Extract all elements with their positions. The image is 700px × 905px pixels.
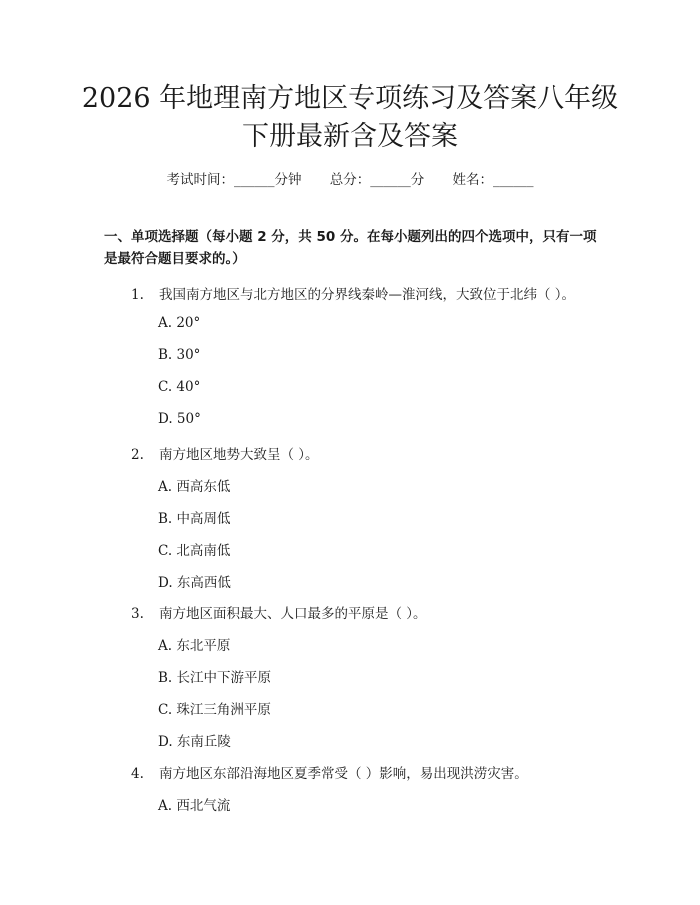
question-4 <box>131 762 528 782</box>
question-number: 4. <box>131 766 144 782</box>
question-1 <box>131 283 575 303</box>
option-c: C. 北高南低 <box>158 543 231 559</box>
option-a: A. 西高东低 <box>158 479 231 495</box>
student-name: 姓名：______ <box>452 172 534 188</box>
option-b: B. 长江中下游平原 <box>158 670 272 686</box>
question-text: 我国南方地区与北方地区的分界线秦岭—淮河线，大致位于北纬（ ）。 <box>159 287 576 303</box>
total-score: 总分：______分 <box>329 172 425 188</box>
question-text: 南方地区东部沿海地区夏季常受（ ）影响，易出现洪涝灾害。 <box>159 766 528 782</box>
option-c: C. 40° <box>158 379 201 395</box>
option-d: D. 50° <box>158 411 201 427</box>
exam-info <box>0 168 700 188</box>
question-number: 3. <box>131 606 144 622</box>
option-a: A. 西北气流 <box>158 798 231 814</box>
option-d: D. 东南丘陵 <box>158 734 231 750</box>
option-b: B. 30° <box>158 347 201 363</box>
question-3 <box>131 602 427 622</box>
option-a: A. 20° <box>158 315 201 331</box>
option-c: C. 珠江三角洲平原 <box>158 702 271 718</box>
title-line-1: 2026 年地理南方地区专项练习及答案八年级 <box>81 83 619 114</box>
question-number: 2. <box>131 447 144 463</box>
question-number: 1. <box>131 287 144 303</box>
section-heading: 一、单项选择题（每小题 2 分，共 50 分。在每小题列出的四个选项中，只有一项是最符合题目要求的。） <box>104 229 597 267</box>
document-title <box>0 80 700 156</box>
question-text: 南方地区地势大致呈（ ）。 <box>159 447 319 463</box>
option-b: B. 中高周低 <box>158 511 231 527</box>
exam-time: 考试时间：______分钟 <box>166 172 302 188</box>
title-line-2: 下册最新含及答案 <box>242 121 458 152</box>
question-2 <box>131 443 319 463</box>
option-d: D. 东高西低 <box>158 575 231 591</box>
option-a: A. 东北平原 <box>158 638 231 654</box>
question-text: 南方地区面积最大、人口最多的平原是（ ）。 <box>159 606 427 622</box>
